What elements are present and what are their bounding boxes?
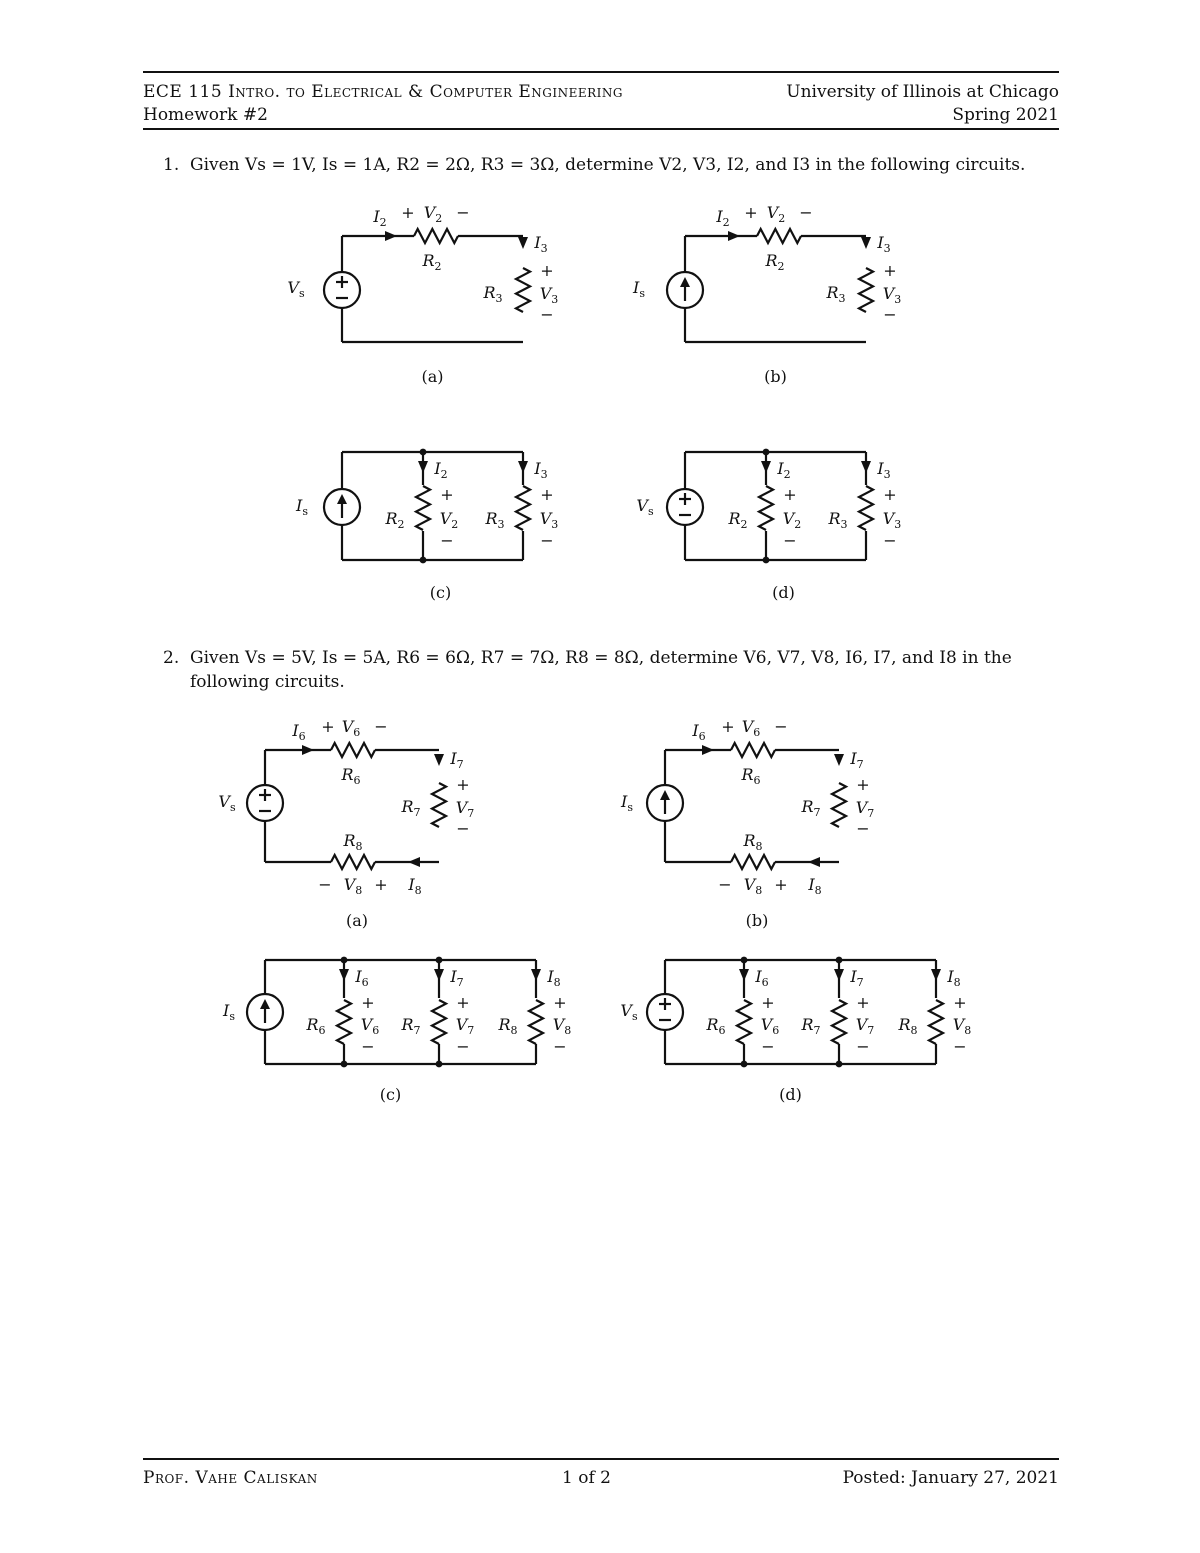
label: + [883, 261, 897, 280]
label: + [540, 485, 554, 504]
term: Spring 2021 [952, 105, 1059, 125]
footer-page: 1 of 2 [562, 1468, 611, 1488]
label: $I_3$ [877, 459, 891, 481]
current-arrow [434, 969, 444, 981]
label: $I_7$ [850, 749, 864, 771]
current-arrow [834, 969, 844, 981]
label: $R_6$ [306, 1015, 326, 1037]
problem-2-text-line2: following circuits. [190, 672, 345, 692]
problem-2-number: 2. [163, 648, 180, 668]
label: $I_8$ [547, 967, 561, 989]
label: $I_s$ [223, 1001, 235, 1023]
label: $V_2$ [423, 203, 443, 225]
current-arrow [302, 745, 314, 755]
label: $I_s$ [633, 278, 645, 300]
label: + [456, 993, 470, 1012]
label: $R_7$ [401, 797, 421, 819]
label: $I_6$ [355, 967, 369, 989]
label: − [374, 717, 388, 736]
node-dot [763, 449, 770, 456]
node-dot [341, 957, 348, 964]
node-dot [741, 1061, 748, 1068]
label: $V_s$ [287, 278, 305, 300]
circuit-(a) [287, 203, 558, 386]
circuit-(d) [620, 957, 971, 1104]
circuit-(c) [222, 957, 571, 1104]
label: − [456, 203, 470, 222]
current-arrow [861, 461, 871, 473]
circuit-(c) [295, 449, 558, 602]
arrow [680, 277, 690, 287]
label: $I_7$ [850, 967, 864, 989]
label: + [856, 775, 870, 794]
label: + [440, 485, 454, 504]
label: $V_3$ [539, 284, 559, 306]
label: − [883, 305, 897, 324]
current-arrow [408, 857, 420, 867]
label: + [744, 203, 758, 222]
current-arrow [339, 969, 349, 981]
label: + [856, 993, 870, 1012]
label: + [361, 993, 375, 1012]
label: − [318, 875, 332, 894]
label: + [401, 203, 415, 222]
label: (d) [772, 583, 795, 602]
label: $I_3$ [877, 233, 891, 255]
current-arrow [739, 969, 749, 981]
label: − [718, 875, 732, 894]
label: $I_7$ [450, 967, 464, 989]
label: $I_8$ [808, 875, 822, 897]
label: + [553, 993, 567, 1012]
footer-posted: Posted: January 27, 2021 [842, 1468, 1059, 1488]
problem-1-number: 1. [163, 155, 180, 175]
label: $V_s$ [620, 1001, 638, 1023]
label: − [553, 1037, 567, 1056]
label: $I_3$ [534, 459, 548, 481]
circuit-(b) [632, 203, 901, 386]
label: $R_2$ [422, 251, 442, 273]
label: (a) [345, 911, 369, 930]
label: − [799, 203, 813, 222]
label: $R_6$ [706, 1015, 726, 1037]
label: $I_2$ [373, 207, 387, 229]
label: $V_s$ [218, 792, 236, 814]
label: − [540, 305, 554, 324]
label: $I_2$ [434, 459, 448, 481]
node-dot [420, 557, 427, 564]
label: (d) [779, 1085, 802, 1104]
label: (b) [764, 367, 787, 386]
label: $I_6$ [755, 967, 769, 989]
label: (b) [745, 911, 769, 930]
label: $R_6$ [341, 765, 361, 787]
problem-2-text-line1: Given Vs = 5V, Is = 5A, R6 = 6Ω, R7 = 7Ω, R8 = 8Ω, determine V6, V7, V8, I6, I7, and I8 in the [190, 648, 1012, 668]
label: $V_8$ [343, 875, 363, 897]
current-arrow [728, 231, 740, 241]
label: − [761, 1037, 775, 1056]
label: $R_2$ [765, 251, 785, 273]
label: − [540, 531, 554, 550]
label: $R_6$ [741, 765, 761, 787]
label: $R_8$ [898, 1015, 918, 1037]
node-dot [741, 957, 748, 964]
label: $R_8$ [498, 1015, 518, 1037]
label: $R_2$ [385, 509, 405, 531]
label: − [856, 819, 870, 838]
label: − [953, 1037, 967, 1056]
label: − [883, 531, 897, 550]
circuit-(b) [620, 717, 874, 930]
label: − [440, 531, 454, 550]
label: $I_6$ [292, 721, 306, 743]
current-arrow [531, 969, 541, 981]
label: + [783, 485, 797, 504]
label: $I_s$ [621, 792, 633, 814]
footer-rule [143, 1458, 1059, 1460]
label: − [856, 1037, 870, 1056]
label: $V_3$ [882, 284, 902, 306]
label: $V_7$ [855, 798, 875, 820]
label: $R_3$ [485, 509, 505, 531]
label: $I_2$ [777, 459, 791, 481]
label: $V_2$ [766, 203, 786, 225]
label: (c) [379, 1085, 402, 1104]
node-dot [836, 957, 843, 964]
label: $V_8$ [952, 1015, 972, 1037]
label: $V_7$ [455, 1015, 475, 1037]
label: $V_6$ [760, 1015, 780, 1037]
current-arrow [761, 461, 771, 473]
label: + [540, 261, 554, 280]
current-arrow [518, 461, 528, 473]
label: $R_3$ [828, 509, 848, 531]
current-arrow [702, 745, 714, 755]
current-arrow [861, 237, 871, 249]
footer-author: Prof. Vahe Caliskan [143, 1468, 318, 1488]
label: − [361, 1037, 375, 1056]
current-arrow [518, 237, 528, 249]
label: + [456, 775, 470, 794]
label: $I_8$ [947, 967, 961, 989]
label: − [456, 1037, 470, 1056]
label: $I_8$ [408, 875, 422, 897]
label: $R_7$ [801, 1015, 821, 1037]
label: + [774, 875, 788, 894]
label: − [774, 717, 788, 736]
current-arrow [931, 969, 941, 981]
node-dot [436, 1061, 443, 1068]
label: $R_3$ [826, 283, 846, 305]
label: $V_2$ [439, 509, 459, 531]
label: $V_8$ [552, 1015, 572, 1037]
label: $V_3$ [882, 509, 902, 531]
label: + [953, 993, 967, 1012]
circuit-(d) [636, 449, 901, 602]
label: $I_s$ [296, 496, 308, 518]
course-title: ECE 115 Intro. to Electrical & Computer Engineering [143, 82, 624, 102]
label: $R_8$ [743, 831, 763, 853]
label: $V_2$ [782, 509, 802, 531]
current-arrow [434, 754, 444, 766]
label: $I_2$ [716, 207, 730, 229]
node-dot [836, 1061, 843, 1068]
label: $R_3$ [483, 283, 503, 305]
label: (c) [429, 583, 452, 602]
node-dot [341, 1061, 348, 1068]
label: $V_6$ [360, 1015, 380, 1037]
label: $R_7$ [801, 797, 821, 819]
label: $V_3$ [539, 509, 559, 531]
node-dot [436, 957, 443, 964]
arrow [660, 790, 670, 800]
label: $R_7$ [401, 1015, 421, 1037]
label: + [374, 875, 388, 894]
label: $V_7$ [455, 798, 475, 820]
label: $I_6$ [692, 721, 706, 743]
node-dot [420, 449, 427, 456]
label: − [783, 531, 797, 550]
problem-1-text: Given Vs = 1V, Is = 1A, R2 = 2Ω, R3 = 3Ω, determine V2, V3, I2, and I3 in the following circuits. [190, 155, 1026, 175]
label: $V_6$ [741, 717, 761, 739]
label: + [761, 993, 775, 1012]
current-arrow [834, 754, 844, 766]
circuit-(a) [218, 717, 474, 930]
node-dot [763, 557, 770, 564]
label: $I_3$ [534, 233, 548, 255]
label: + [321, 717, 335, 736]
arrow [337, 494, 347, 504]
label: $R_2$ [728, 509, 748, 531]
label: − [456, 819, 470, 838]
label: $V_7$ [855, 1015, 875, 1037]
homework-number: Homework #2 [143, 105, 268, 125]
label: $V_8$ [743, 875, 763, 897]
current-arrow [808, 857, 820, 867]
current-arrow [385, 231, 397, 241]
arrow [260, 999, 270, 1009]
label: (a) [421, 367, 444, 386]
label: + [883, 485, 897, 504]
label: $V_s$ [636, 496, 654, 518]
label: $I_7$ [450, 749, 464, 771]
university-name: University of Illinois at Chicago [786, 82, 1059, 102]
label: + [721, 717, 735, 736]
label: $V_6$ [341, 717, 361, 739]
label: $R_8$ [343, 831, 363, 853]
current-arrow [418, 461, 428, 473]
